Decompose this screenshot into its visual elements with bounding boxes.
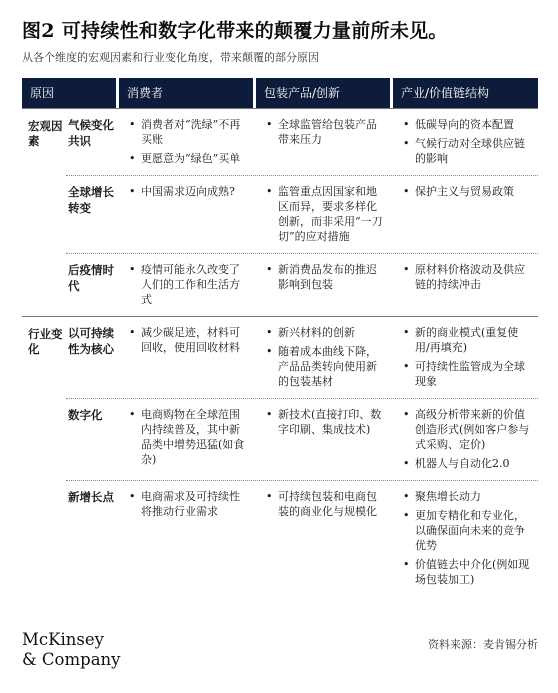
- bullet-item: [266, 262, 387, 292]
- bullet-item: [403, 117, 532, 132]
- table-cell: [393, 184, 538, 244]
- table-cell: [256, 407, 393, 471]
- table-cell: [256, 489, 393, 587]
- bullet-text: 高级分析带来新的价值创造形式(例如客户参与式采购、定价): [415, 408, 530, 451]
- table-cell: [256, 184, 393, 244]
- bullet-dot-icon: •: [403, 408, 410, 421]
- bullet-item: [266, 489, 387, 519]
- group-rows: [66, 109, 538, 316]
- row-label: 数字化: [68, 408, 103, 422]
- bullet-text: 疫情可能永久改变了人们的工作和生活方式: [141, 263, 240, 306]
- bullet-item: [266, 117, 387, 147]
- table-cell: [119, 325, 256, 389]
- bullet-item: [129, 325, 250, 355]
- bullet-dot-icon: •: [129, 408, 136, 421]
- row-group: [22, 316, 538, 596]
- table-row: [66, 253, 538, 316]
- bullet-item: [403, 407, 532, 452]
- table-body: [22, 108, 538, 596]
- bullet-item: [403, 508, 532, 553]
- bullet-item: [266, 184, 387, 244]
- bullet-item: [129, 262, 250, 307]
- bullet-text: 新兴材料的创新: [278, 326, 355, 339]
- bullet-dot-icon: •: [266, 490, 273, 503]
- header-reason: 原因: [22, 78, 119, 108]
- bullet-dot-icon: •: [129, 263, 136, 276]
- bullet-dot-icon: •: [403, 457, 410, 470]
- logo-line-2: & Company: [22, 650, 121, 669]
- bullet-text: 电商需求及可持续性将推动行业需求: [141, 490, 240, 518]
- bullet-text: 中国需求迈向成熟?: [141, 185, 235, 198]
- bullet-item: [403, 262, 532, 292]
- bullet-text: 保护主义与贸易政策: [415, 185, 514, 198]
- bullet-dot-icon: •: [129, 326, 136, 339]
- row-label: 后疫情时代: [68, 263, 114, 293]
- page-subtitle: 从各个维度的宏观因素和行业变化角度，带来颠覆的部分原因: [22, 51, 319, 64]
- table-row: [66, 480, 538, 596]
- bullet-text: 新技术(直接打印、数字印刷、集成技术): [278, 408, 382, 436]
- bullet-item: [403, 557, 532, 587]
- bullet-text: 气候行动对全球供应链的影响: [415, 137, 525, 165]
- bullet-item: [266, 407, 387, 437]
- bullet-text: 价值链去中介化(例如现场包装加工): [415, 558, 530, 586]
- row-group: [22, 108, 538, 316]
- bullet-item: [403, 184, 532, 199]
- header-packaging: 包装产品/创新: [256, 78, 393, 108]
- group-rows: [66, 317, 538, 596]
- bullet-dot-icon: •: [266, 345, 273, 358]
- group-label: 行业变化: [28, 327, 63, 356]
- bullet-dot-icon: •: [129, 118, 136, 131]
- bullet-text: 更加专精化和专业化，以确保面向未来的竞争优势: [415, 509, 525, 552]
- header-consumer: 消费者: [119, 78, 256, 108]
- bullet-item: [129, 151, 250, 166]
- bullet-dot-icon: •: [403, 558, 410, 571]
- bullet-item: [403, 136, 532, 166]
- page-title: 图2 可持续性和数字化带来的颠覆力量前所未见。: [22, 20, 448, 42]
- table-cell: [119, 407, 256, 471]
- table-row: [66, 317, 538, 398]
- bullet-text: 原材料价格波动及供应链的持续冲击: [415, 263, 525, 291]
- bullet-text: 新的商业模式(重复使用/再填充): [415, 326, 519, 354]
- bullet-dot-icon: •: [129, 490, 136, 503]
- bullet-text: 可持续性监管成为全球现象: [415, 360, 525, 388]
- table-cell: [393, 407, 538, 471]
- bullet-item: [129, 407, 250, 467]
- mckinsey-logo: [22, 630, 120, 670]
- bullet-item: [403, 359, 532, 389]
- row-label: 全球增长转变: [68, 185, 114, 215]
- row-label: 以可持续性为核心: [68, 326, 114, 356]
- table-cell: [393, 325, 538, 389]
- bullet-item: [266, 325, 387, 340]
- source-note: 资料来源：麦肯锡分析: [428, 638, 538, 651]
- bullet-text: 可持续包装和电商包装的商业化与规模化: [278, 490, 377, 518]
- table-cell: [393, 262, 538, 307]
- row-label: 气候变化共识: [68, 118, 114, 148]
- bullet-item: [129, 117, 250, 147]
- bullet-item: [403, 325, 532, 355]
- bullet-text: 更愿意为“绿色”买单: [141, 152, 241, 165]
- table-cell: [256, 117, 393, 166]
- bullet-text: 电商购物在全球范围内持续普及，其中新品类中增势迅猛(如食杂): [141, 408, 245, 466]
- bullet-text: 低碳导向的资本配置: [415, 118, 514, 131]
- row-label: 新增长点: [68, 490, 114, 504]
- bullet-item: [403, 456, 532, 471]
- bullet-text: 聚焦增长动力: [415, 490, 481, 503]
- bullet-dot-icon: •: [266, 408, 273, 421]
- bullet-item: [266, 344, 387, 389]
- bullet-dot-icon: •: [403, 490, 410, 503]
- bullet-dot-icon: •: [266, 263, 273, 276]
- bullet-dot-icon: •: [129, 152, 136, 165]
- table-cell: [119, 117, 256, 166]
- bullet-dot-icon: •: [129, 185, 136, 198]
- reasons-table: [22, 78, 538, 596]
- bullet-text: 新消费品发布的推迟影响到包装: [278, 263, 377, 291]
- bullet-dot-icon: •: [266, 326, 273, 339]
- table-cell: [256, 262, 393, 307]
- bullet-dot-icon: •: [403, 509, 410, 522]
- bullet-dot-icon: •: [403, 118, 410, 131]
- bullet-dot-icon: •: [403, 185, 410, 198]
- header-industry: 产业/价值链结构: [393, 78, 538, 108]
- table-row: [66, 109, 538, 175]
- logo-line-1: McKinsey: [22, 630, 104, 649]
- bullet-dot-icon: •: [403, 326, 410, 339]
- table-cell: [119, 262, 256, 307]
- bullet-dot-icon: •: [266, 118, 273, 131]
- table-row: [66, 175, 538, 253]
- table-cell: [256, 325, 393, 389]
- bullet-dot-icon: •: [266, 185, 273, 198]
- bullet-text: 机器人与自动化2.0: [415, 457, 510, 470]
- bullet-dot-icon: •: [403, 137, 410, 150]
- bullet-text: 全球监管给包装产品带来压力: [278, 118, 377, 146]
- bullet-dot-icon: •: [403, 263, 410, 276]
- bullet-text: 消费者对“洗绿”不再买账: [141, 118, 241, 146]
- table-cell: [393, 117, 538, 166]
- bullet-item: [129, 184, 250, 199]
- bullet-item: [403, 489, 532, 504]
- table-cell: [119, 184, 256, 244]
- bullet-text: 减少碳足迹，材料可回收，使用回收材料: [141, 326, 240, 354]
- bullet-text: 随着成本曲线下降，产品品类转向使用新的包装基材: [278, 345, 377, 388]
- bullet-item: [129, 489, 250, 519]
- table-cell: [393, 489, 538, 587]
- table-cell: [119, 489, 256, 587]
- bullet-dot-icon: •: [403, 360, 410, 373]
- bullet-text: 监管重点因国家和地区而异，要求多样化创新，而非采用“一刀切”的应对措施: [278, 185, 383, 243]
- table-header: [22, 78, 538, 108]
- table-row: [66, 398, 538, 480]
- footer: [22, 612, 538, 682]
- group-label: 宏观因素: [28, 119, 63, 148]
